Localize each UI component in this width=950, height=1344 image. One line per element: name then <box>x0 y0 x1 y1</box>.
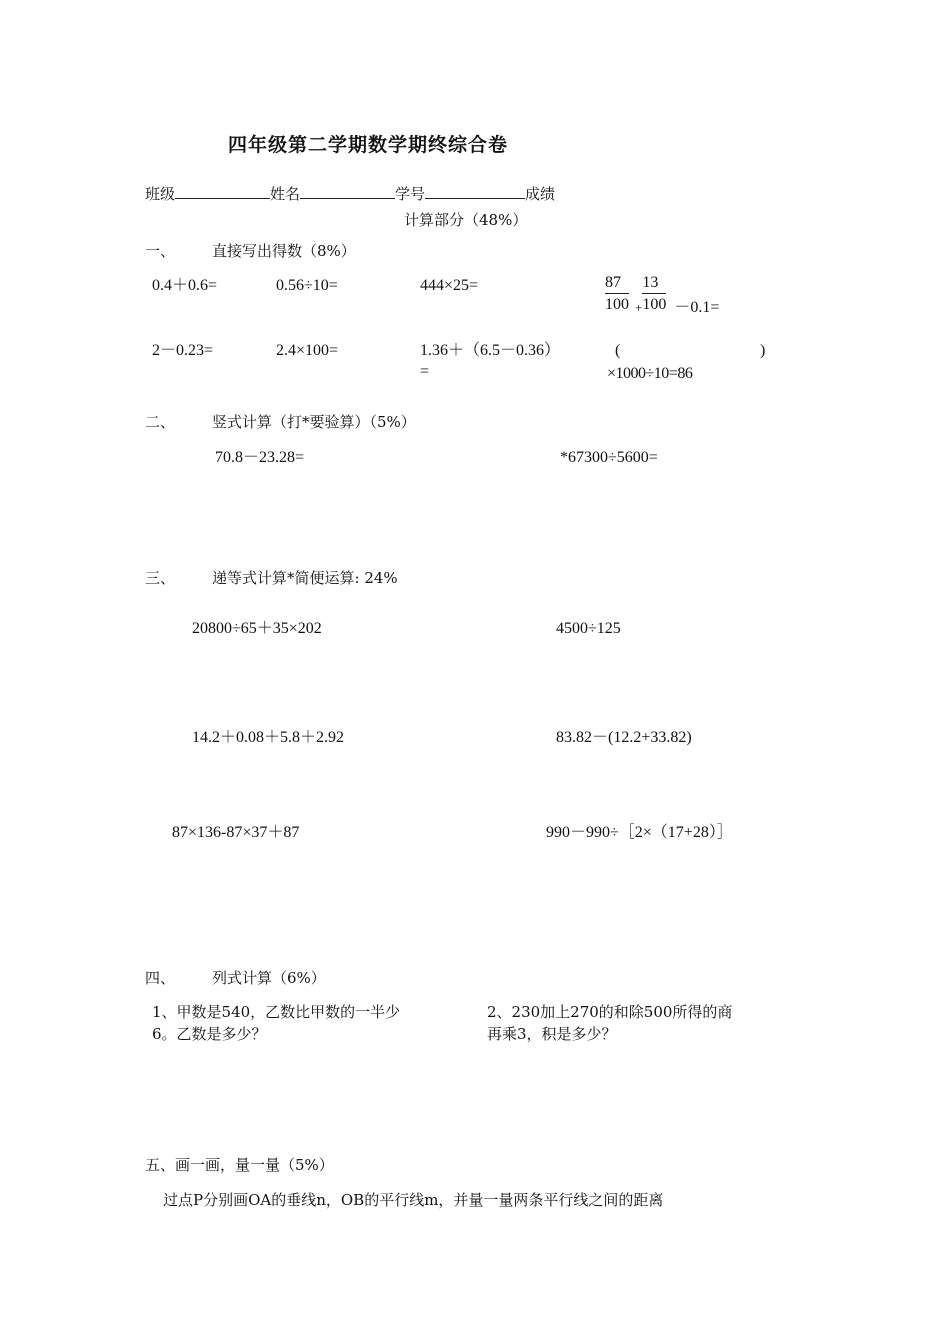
exam-title: 四年级第二学期数学期终综合卷 <box>228 134 509 156</box>
blank-item-tail: ×1000÷10=86 <box>607 365 693 382</box>
name-label: 姓名 <box>270 185 301 203</box>
blank-close-paren: ) <box>760 342 766 359</box>
s2-item-2: *67300÷5600= <box>560 449 658 466</box>
s3-item-1: 20800÷65＋35×202 <box>192 620 322 637</box>
s3-item-2: 4500÷125 <box>556 620 621 637</box>
s1-fraction-item <box>605 274 719 317</box>
fraction-tail: －0.1= <box>674 298 720 316</box>
student-info-row <box>145 182 555 204</box>
section1-title: 直接写出得数（8%） <box>212 242 356 260</box>
answer-blank[interactable] <box>625 340 755 360</box>
section4-title: 列式计算（6%） <box>212 969 326 987</box>
s3-item-6: 990－990÷［2×（17+28）］ <box>546 824 733 841</box>
s4-problem-2-line1: 2、230加上270的和除500所得的商 <box>487 1003 733 1021</box>
s1-item-6-equals: = <box>420 363 430 380</box>
s1-item-1: 0.4＋0.6= <box>152 277 218 294</box>
section1-number: 一、 <box>145 242 176 260</box>
section2-number: 二、 <box>145 413 176 431</box>
section3-number: 三、 <box>145 569 176 587</box>
s1-item-5: 2.4×100= <box>276 342 339 359</box>
blank-open-paren: ( <box>615 342 621 359</box>
part-heading: 计算部分（48%） <box>404 211 528 229</box>
section5-instruction: 过点P分别画OA的垂线n，OB的平行线m，并量一量两条平行线之间的距离 <box>163 1191 664 1209</box>
fraction-87-100: $\frac{87}{100}$ <box>605 274 629 313</box>
s4-problem-1-line2: 6。乙数是多少？ <box>152 1025 267 1043</box>
section3-title: 递等式计算*简便运算: 24% <box>212 569 398 587</box>
s4-problem-1-line1: 1、甲数是540，乙数比甲数的一半少 <box>152 1003 401 1021</box>
section2-title: 竖式计算（打*要验算）（5%） <box>212 413 416 431</box>
s4-problem-2-line2: 再乘3，积是多少？ <box>487 1025 617 1043</box>
plus-sign: + <box>635 299 643 315</box>
section5-title: 五、画一画，量一量（5%） <box>145 1156 334 1174</box>
s1-item-2: 0.56÷10= <box>276 277 338 294</box>
class-field[interactable] <box>175 182 270 199</box>
s1-item-3: 444×25= <box>420 277 479 294</box>
name-field[interactable] <box>300 182 395 199</box>
s3-item-3: 14.2＋0.08＋5.8＋2.92 <box>192 729 345 746</box>
section4-number: 四、 <box>145 969 176 987</box>
s3-item-4: 83.82－(12.2+33.82) <box>556 729 692 746</box>
s2-item-1: 70.8－23.28= <box>215 449 305 466</box>
student-no-label: 学号 <box>395 185 426 203</box>
score-label: 成绩 <box>525 185 556 203</box>
s3-item-5: 87×136-87×37＋87 <box>172 824 300 841</box>
s1-item-6: 1.36＋（6.5－0.36） <box>420 342 561 359</box>
s1-item-4: 2－0.23= <box>152 342 214 359</box>
student-no-field[interactable] <box>425 182 525 199</box>
class-label: 班级 <box>145 185 176 203</box>
fraction-13-100: $\frac{13}{100}$ <box>642 274 667 313</box>
